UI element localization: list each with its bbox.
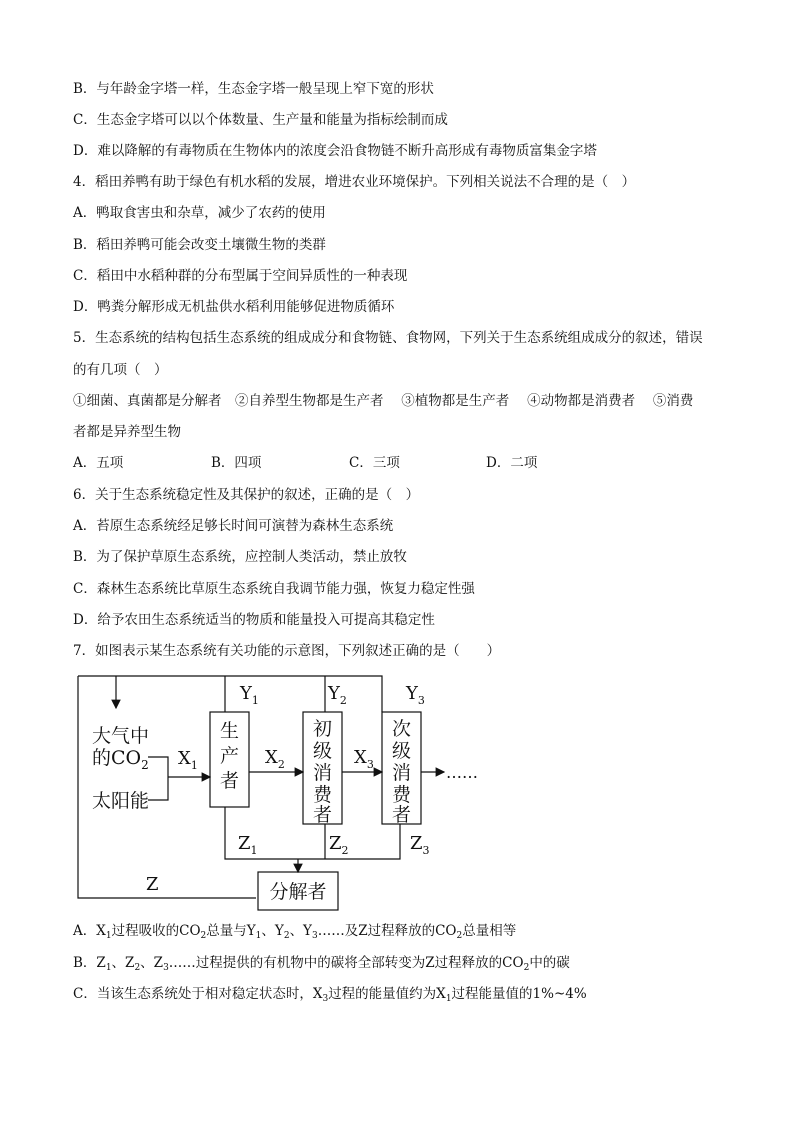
decomposer-label: 分解者	[269, 881, 327, 903]
producer-char-3: 者	[219, 770, 240, 792]
primary-char-4: 费	[312, 784, 333, 806]
q6-option-b: B．为了保护草原生态系统，应控制人类活动，禁止放牧	[73, 549, 407, 565]
atmosphere-label-1: 大气中	[92, 725, 150, 747]
q7-option-c: C．当该生态系统处于相对稳定状态时，$X_3$过程的能量值约为$X_1$过程能量值的1%~4%	[73, 986, 587, 1004]
q3-option-c: C．生态金字塔可以以个体数量、生产量和能量为指标绘制而成	[73, 112, 448, 128]
secondary-char-4: 费	[391, 784, 412, 806]
input-bracket	[148, 757, 168, 800]
secondary-char-5: 者	[391, 804, 412, 826]
primary-char-1: 初	[312, 718, 333, 740]
producer-char-2: 产	[219, 745, 240, 767]
q3-option-b: B．与年龄金字塔一样，生态金字塔一般呈现上窄下宽的形状	[73, 81, 434, 97]
secondary-char-3: 消	[391, 762, 412, 784]
q4-option-c: C．稻田中水稻种群的分布型属于空间异质性的一种表现	[73, 268, 408, 284]
y3-label: $Y_3$	[406, 683, 425, 707]
z1-label: $Z_1$	[238, 833, 258, 857]
y2-label: $Y_2$	[328, 683, 347, 707]
x2-label: $X_2$	[265, 747, 285, 771]
z2-label: $Z_2$	[329, 833, 349, 857]
q5-option-d: D．二项	[486, 455, 538, 471]
q7-option-b: B．$Z_1$、$Z_2$、$Z_3\dots\dots$过程提供的有机物中的碳将全部转变为Z过程释放的$CO_2$中的碳	[73, 955, 570, 973]
q5-option-a: A．五项	[73, 455, 124, 471]
q5-statements-line2: 者都是异养型生物	[73, 424, 181, 440]
atmosphere-label-2: 的$CO_2$	[92, 747, 149, 772]
sun-label: 太阳能	[92, 790, 150, 812]
q6-option-d: D．给予农田生态系统适当的物质和能量投入可提高其稳定性	[73, 612, 435, 628]
onward-dots: ……	[446, 763, 478, 782]
q4-option-d: D．鸭粪分解形成无机盐供水稻利用能够促进物质循环	[73, 299, 395, 315]
producer-char-1: 生	[219, 720, 240, 742]
q4-stem: 4．稻田养鸭有助于绿色有机水稻的发展，增进农业环境保护。下列相关说法不合理的是（ ）	[73, 174, 636, 190]
q7-stem: 7．如图表示某生态系统有关功能的示意图，下列叙述正确的是（ ）	[73, 643, 501, 659]
q5-statements-line1: ①细菌、真菌都是分解者 ②自养型生物都是生产者 ③植物都是生产者 ④动物都是消费者 ⑤消费	[73, 393, 694, 409]
q5-options	[73, 454, 633, 472]
q6-option-a: A．苔原生态系统经足够长时间可演替为森林生态系统	[73, 518, 394, 534]
q5-stem-line1: 5．生态系统的结构包括生态系统的组成成分和食物链、食物网，下列关于生态系统组成成分的叙述，错误	[73, 330, 703, 346]
secondary-char-1: 次	[391, 718, 412, 740]
x3-label: $X_3$	[354, 747, 374, 771]
q7-option-a: A．$X_1$过程吸收的$CO_2$总量与$Y_1$、$Y_2$、$Y_3\dots\dots$及Z过程释放的$CO_2$总量相等	[73, 923, 517, 941]
q3-option-d: D．难以降解的有毒物质在生物体内的浓度会沿食物链不断升高形成有毒物质富集金字塔	[73, 143, 597, 159]
z-main-label: Z	[146, 874, 159, 895]
secondary-char-2: 级	[391, 740, 412, 762]
y1-label: $Y_1$	[240, 683, 259, 707]
q6-stem: 6．关于生态系统稳定性及其保护的叙述，正确的是（ ）	[73, 487, 420, 503]
q4-option-b: B．稻田养鸭可能会改变土壤微生物的类群	[73, 237, 326, 253]
energy-flow-diagram	[70, 664, 490, 912]
q6-option-c: C．森林生态系统比草原生态系统自我调节能力强，恢复力稳定性强	[73, 581, 475, 597]
q5-stem-line2: 的有几项（ ）	[73, 362, 168, 378]
primary-char-5: 者	[312, 804, 333, 826]
x1-label: $X_1$	[178, 748, 198, 772]
q5-option-b: B．四项	[211, 455, 262, 471]
primary-char-3: 消	[312, 762, 333, 784]
primary-char-2: 级	[312, 740, 333, 762]
q4-option-a: A．鸭取食害虫和杂草，减少了农药的使用	[73, 205, 326, 221]
q5-option-c: C．三项	[349, 455, 400, 471]
z3-label: $Z_3$	[410, 833, 430, 857]
